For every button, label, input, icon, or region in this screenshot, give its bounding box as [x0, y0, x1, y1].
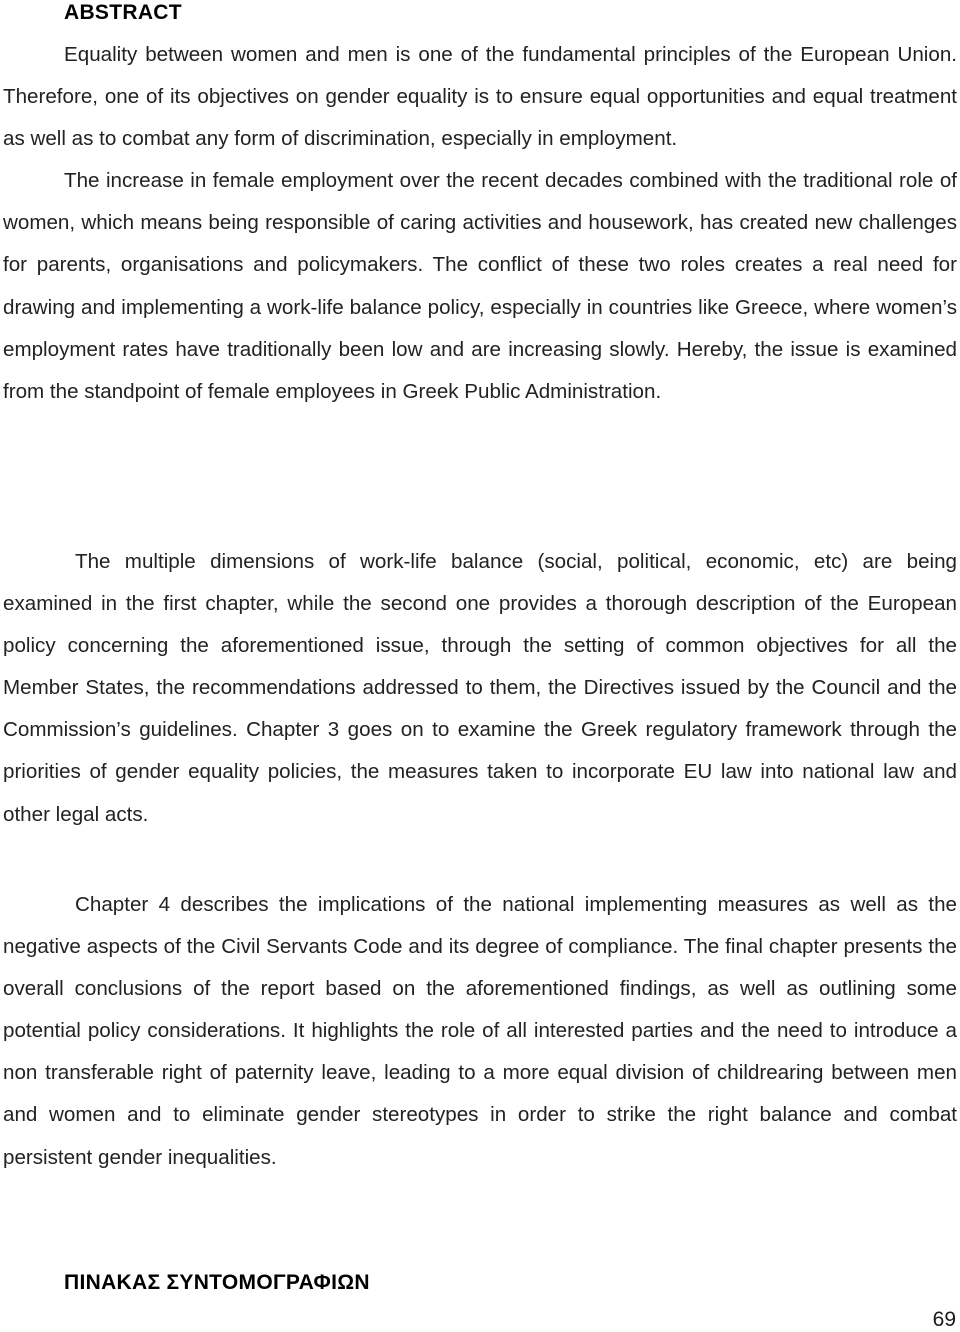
- abstract-text-block-2: [3, 541, 957, 836]
- paragraph-3: The multiple dimensions of work-life balance (social, political, economic, etc) are being examined in the first chapter, while the second one provides a thorough description of the European policy concerning the aforementioned issue, through the setting of common objectives for all the Member States, the recommendations addressed to them, the Directives issued by the Council and the Commission’s guidelines. Chapter 3 goes on to examine the Greek regulatory framework through the priorities of gender equality policies, the measures taken to incorporate EU law into national law and other legal acts.: [3, 550, 957, 826]
- abbreviations-heading: ΠΙΝΑΚΑΣ ΣΥΝΤΟΜΟΓΡΑΦΙΩΝ: [64, 1271, 370, 1294]
- page-number: 69: [932, 1308, 956, 1331]
- abstract-heading: ABSTRACT: [64, 1, 182, 24]
- paragraph-2: The increase in female employment over the recent decades combined with the traditional role of women, which means being responsible of caring activities and housework, has created new challenges for parents, organisations and policymakers. The conflict of these two roles creates a real need for drawing and implementing a work-life balance policy, especially in countries like Greece, where women’s employment rates have traditionally been low and are increasing slowly. Hereby, the issue is examined from the standpoint of female employees in Greek Public Administration.: [3, 169, 957, 403]
- paragraph-1: Equality between women and men is one of the fundamental principles of the European Union. Therefore, one of its objectives on gender equality is to ensure equal opportunities and equal treatment as well as to combat any form of discrimination, especially in employment.: [3, 43, 957, 151]
- abstract-text-block-3: [3, 884, 957, 1179]
- paragraph-4: Chapter 4 describes the implications of the national implementing measures as well as the negative aspects of the Civil Servants Code and its degree of compliance. The final chapter presents the overall conclusions of the report based on the aforementioned findings, as well as outlining some potential policy considerations. It highlights the role of all interested parties and the need to introduce a non transferable right of paternity leave, leading to a more equal division of childrearing between men and women and to eliminate gender stereotypes in order to strike the right balance and combat persistent gender inequalities.: [3, 893, 957, 1169]
- abstract-text-block-1: [3, 34, 957, 413]
